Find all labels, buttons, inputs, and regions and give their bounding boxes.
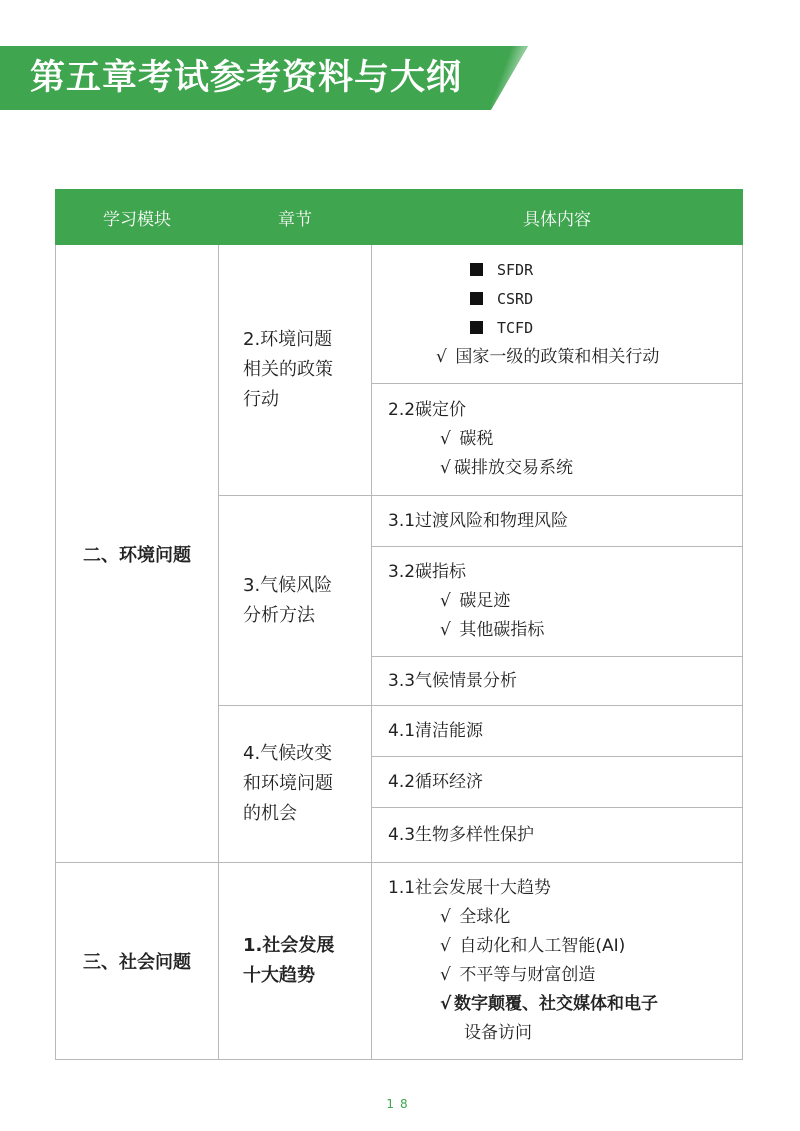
page-number: 18 [386,1097,414,1111]
chapter-label: 行动 [243,389,279,410]
list-item: √ 碳排放交易系统 [388,454,742,483]
section-label: 2.2碳定价 [388,400,467,420]
content-social-trends [372,863,743,1060]
content-clean-energy: 4.1清洁能源 [372,706,743,757]
chapter-label: 十大趋势 [243,965,315,986]
header-module: 学习模块 [56,190,219,245]
list-item: √ 其他碳指标 [388,616,742,645]
content-carbon-pricing [372,384,743,496]
chapter-label: 和环境问题 [243,773,333,794]
chapter-3 [219,496,372,706]
list-item: √ 国家一级的政策和相关行动 [388,343,742,372]
check-icon: √ [440,429,451,449]
chapter-social-1 [219,863,372,1060]
chapter-4 [219,706,372,863]
list-item: TCFD [388,314,742,343]
check-icon: √ [440,965,451,985]
list-item: √ 自动化和人工智能(AI) [388,932,742,961]
header-chapter: 章节 [219,190,372,245]
section-label: 3.2碳指标 [388,562,467,582]
outline-table [55,189,743,1060]
content-carbon-metrics [372,547,743,657]
square-bullet-icon [470,292,483,305]
table-header-row [56,190,743,245]
chapter-label: 3.气候风险 [243,574,333,596]
chapter-label: 1.社会发展 [243,935,335,956]
table-row [56,863,743,1060]
check-icon: √ [440,936,451,956]
content-transition-risk: 3.1过渡风险和物理风险 [372,496,743,547]
chapter-label: 4.气候改变 [243,743,333,764]
list-item: SFDR [388,256,742,285]
list-item: √ 数字颠覆、社交媒体和电子 [388,990,742,1019]
chapter-label: 2.环境问题 [243,329,333,350]
list-item: √ 碳足迹 [388,587,742,616]
check-icon: √ [440,907,451,927]
chapter-label: 的机会 [243,803,297,824]
table-row [56,245,743,384]
content-biodiversity: 4.3生物多样性保护 [372,808,743,863]
chapter-label: 相关的政策 [243,359,333,380]
list-item-continued: 设备访问 [464,1023,532,1043]
check-icon: √ [436,347,447,367]
list-item: √ 全球化 [388,903,742,932]
chapter-label: 分析方法 [243,604,315,626]
check-icon: √ [440,458,451,478]
section-label: 1.1社会发展十大趋势 [388,878,552,898]
header-content: 具体内容 [372,190,743,245]
list-item: CSRD [388,285,742,314]
list-item: √ 碳税 [388,425,742,454]
module-social: 三、社会问题 [56,863,219,1060]
list-item: √ 不平等与财富创造 [388,961,742,990]
content-circular-economy: 4.2循环经济 [372,757,743,808]
page-title: 第五章考试参考资料与大纲 [30,58,463,98]
square-bullet-icon [470,263,483,276]
module-environment: 二、环境问题 [56,245,219,863]
square-bullet-icon [470,321,483,334]
chapter-2 [219,245,372,496]
check-icon: √ [440,994,452,1014]
check-icon: √ [440,591,451,611]
content-policy [372,245,743,384]
content-scenario: 3.3气候情景分析 [372,657,743,706]
check-icon: √ [440,620,451,640]
